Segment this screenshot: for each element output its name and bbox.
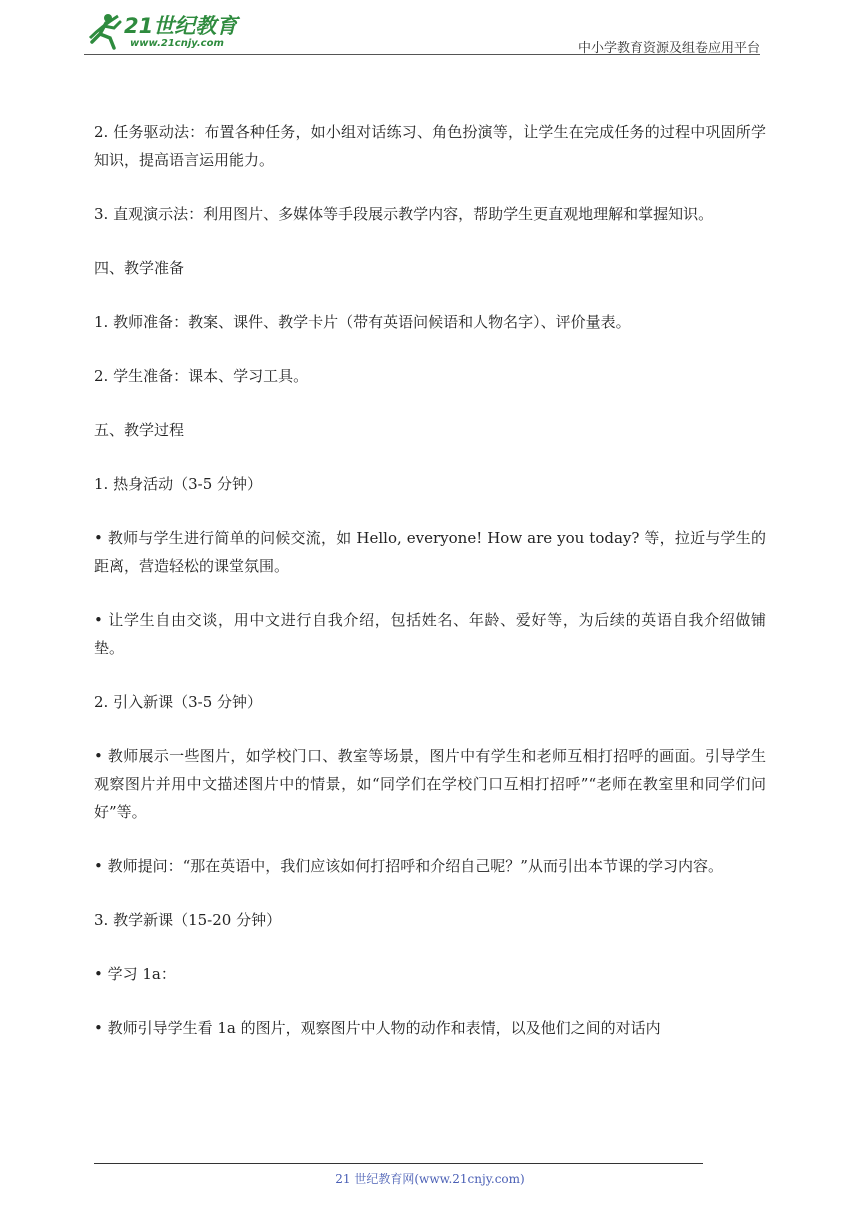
footer-divider <box>94 1163 703 1164</box>
bullet-paragraph: • 让学生自由交谈，用中文进行自我介绍，包括姓名、年龄、爱好等，为后续的英语自我介绍做铺垫。 <box>94 611 766 657</box>
subsection-heading: 2. 引入新课（3-5 分钟） <box>94 693 263 711</box>
logo-url: www.21cnjy.com <box>130 38 224 49</box>
site-logo[interactable] <box>84 8 254 52</box>
bullet-paragraph: • 教师展示一些图片，如学校门口、教室等场景，图片中有学生和老师互相打招呼的画面。引导学生观察图片并用中文描述图片中的情景，如“同学们在学校门口互相打招呼”“老师在教室里和同学们问好”等。 <box>94 747 766 821</box>
paragraph: 2. 任务驱动法：布置各种任务，如小组对话练习、角色扮演等，让学生在完成任务的过程中巩固所学知识，提高语言运用能力。 <box>94 123 766 169</box>
section-heading: 五、教学过程 <box>94 421 185 439</box>
runner-logo-icon <box>84 8 128 52</box>
paragraph: 1. 教师准备：教案、课件、教学卡片（带有英语问候语和人物名字）、评价量表。 <box>94 313 631 331</box>
subsection-heading: 3. 教学新课（15-20 分钟） <box>94 911 282 929</box>
subsection-heading: 1. 热身活动（3-5 分钟） <box>94 475 263 493</box>
header-divider <box>84 54 760 55</box>
platform-tagline: 中小学教育资源及组卷应用平台 <box>577 41 760 56</box>
footer-link[interactable]: 21 世纪教育网(www.21cnjy.com) <box>335 1172 525 1186</box>
page-header <box>0 0 860 60</box>
logo-text: 21世纪教育 <box>124 14 238 38</box>
bullet-paragraph: • 教师与学生进行简单的问候交流，如 Hello, everyone! How are you today? 等，拉近与学生的距离，营造轻松的课堂氛围。 <box>94 529 766 575</box>
document-body <box>94 118 766 1068</box>
bullet-paragraph: • 教师提问：“那在英语中，我们应该如何打招呼和介绍自己呢？”从而引出本节课的学习内容。 <box>94 857 723 875</box>
paragraph: 2. 学生准备：课本、学习工具。 <box>94 367 309 385</box>
section-heading: 四、教学准备 <box>94 259 185 277</box>
paragraph: 3. 直观演示法：利用图片、多媒体等手段展示教学内容，帮助学生更直观地理解和掌握知识。 <box>94 205 714 223</box>
bullet-paragraph: • 教师引导学生看 1a 的图片，观察图片中人物的动作和表情，以及他们之间的对话内 <box>94 1019 661 1037</box>
bullet-paragraph: • 学习 1a： <box>94 965 176 983</box>
